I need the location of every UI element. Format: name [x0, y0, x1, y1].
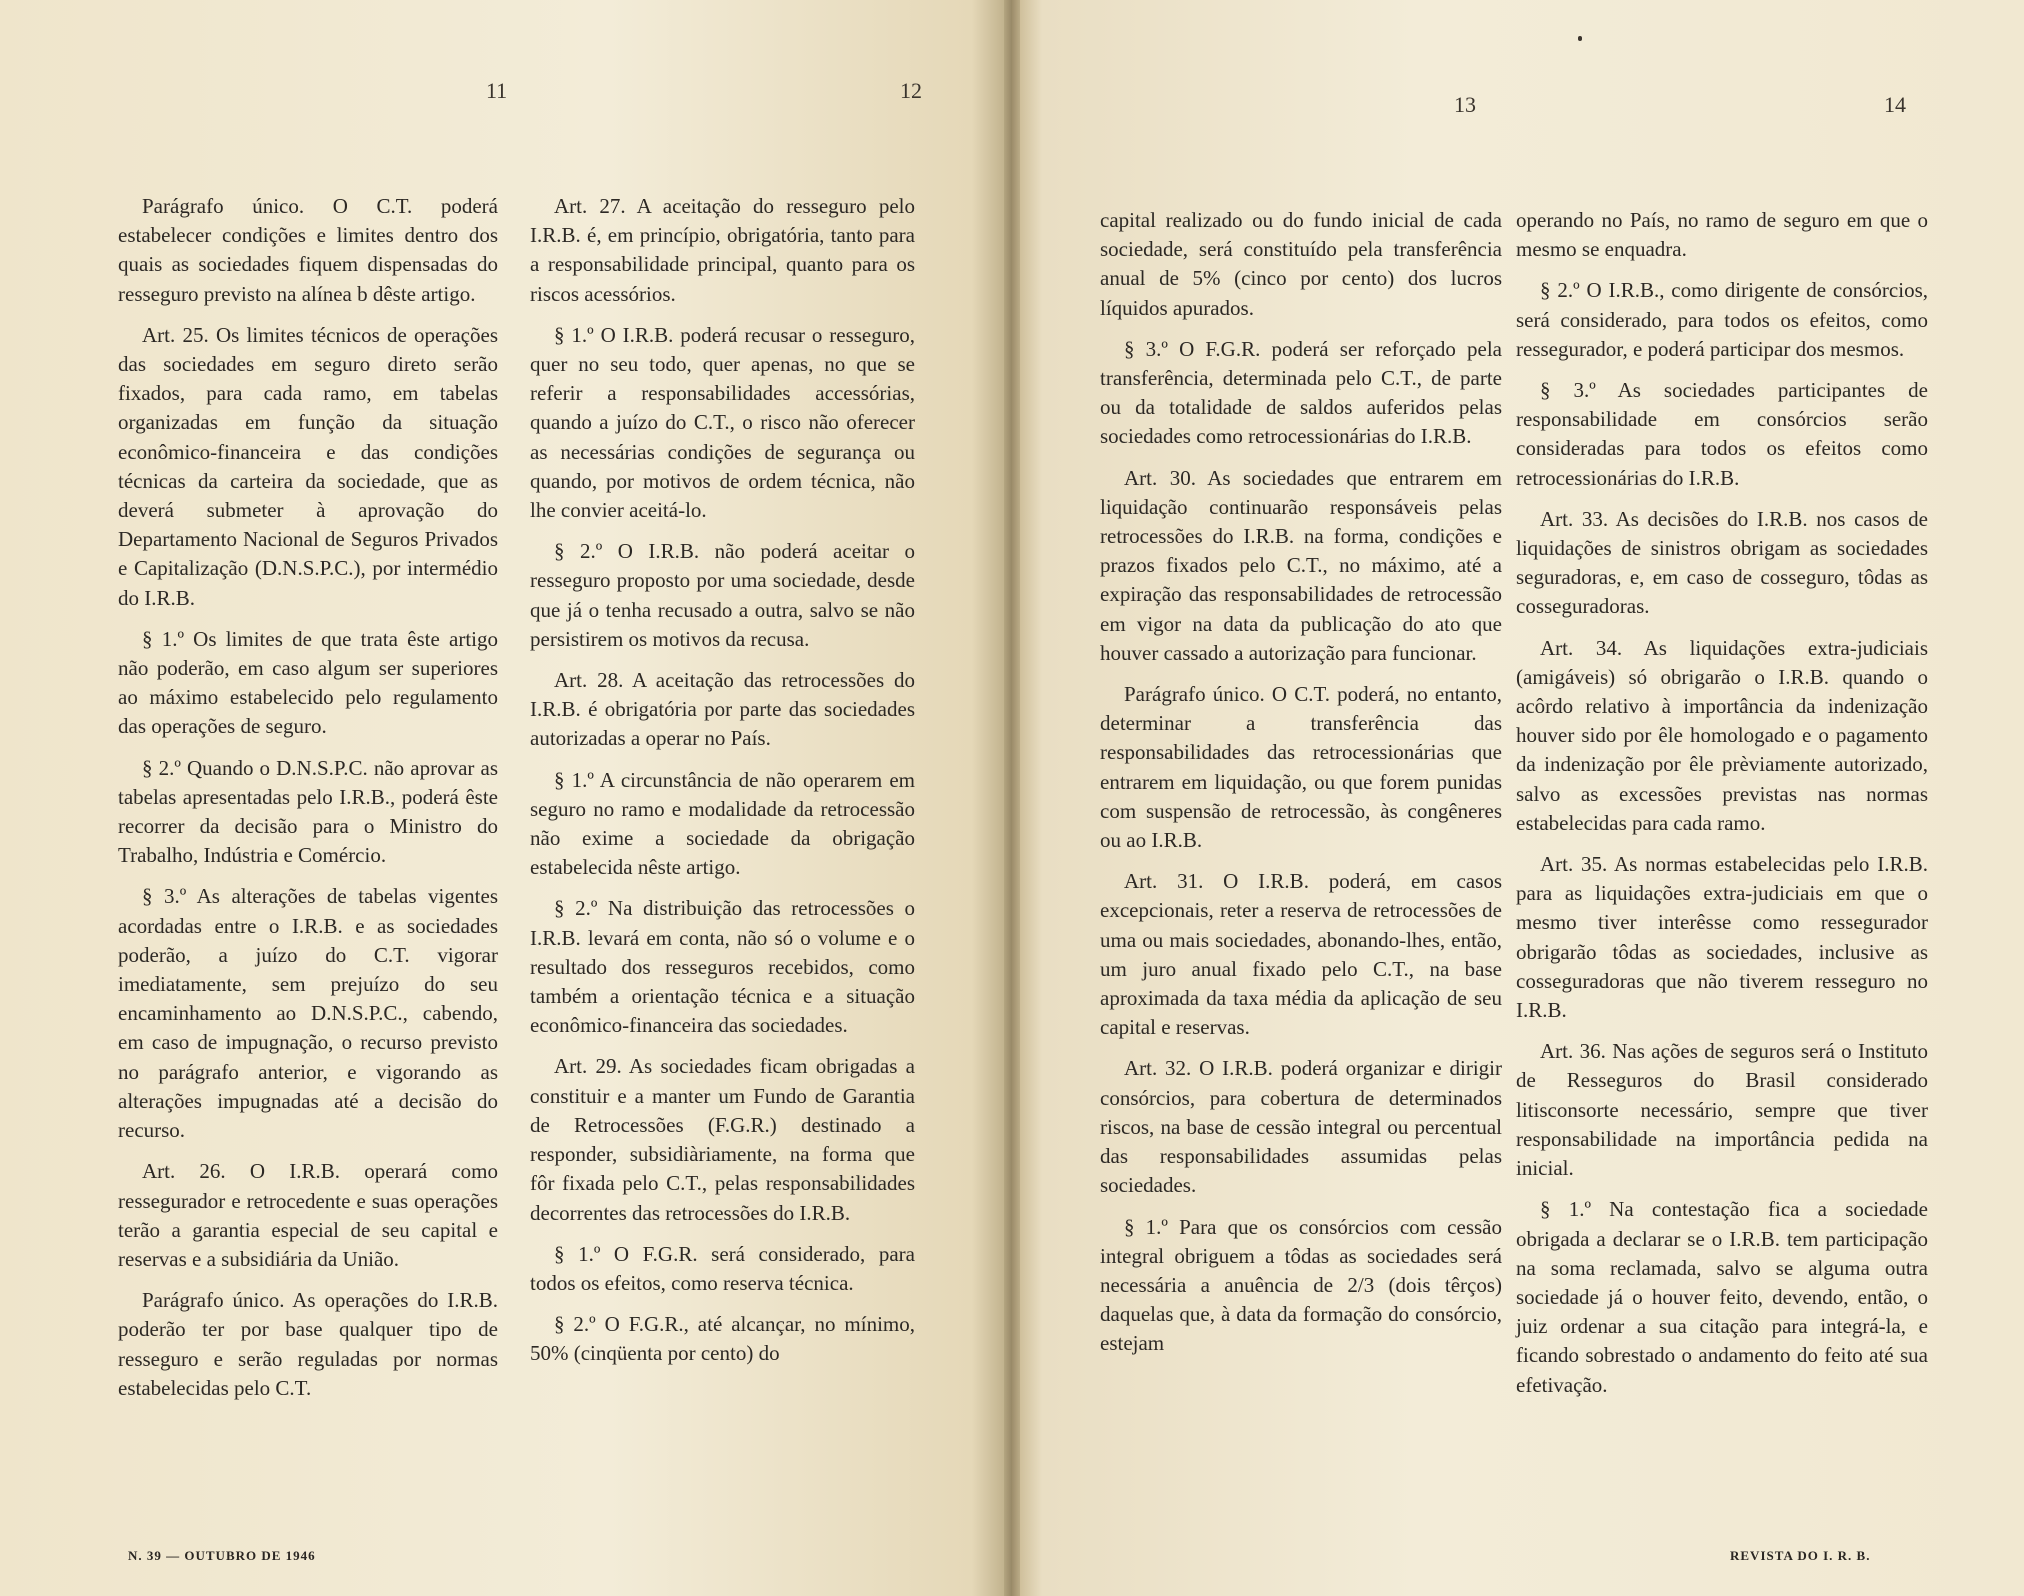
paragraph: § 1.º Os limites de que trata êste artigo não poderão, em caso algum ser superiores ao máximo estabelecido pelo regulamento das operações de seguro. [118, 626, 498, 739]
column-page-12 [530, 192, 915, 1381]
paragraph: operando no País, no ramo de seguro em que o mesmo se enquadra. [1516, 208, 1928, 262]
paragraph: Art. 30. As sociedades que entrarem em liquidação continuarão responsáveis pelas retrocessões do I.R.B. na forma, condições e prazos fixados pelo C.T., no máximo, até a expiração das responsabilidades de retrocessão em vigor na data da publicação do ato que houver cassado a autorização para funcionar. [1100, 465, 1502, 665]
paragraph: Art. 31. O I.R.B. poderá, em casos excepcionais, reter a reserva de retrocessões de uma ou mais sociedades, abonando-lhes, então, um juro anual fixado pelo C.T., na base aproximada da taxa média da aplicação de seu capital e reservas. [1100, 869, 1502, 1040]
paragraph: § 1.º O I.R.B. poderá recusar o resseguro, quer no seu todo, quer apenas, no que se referir a responsabilidades accessórias, quando a juízo do C.T., o risco não oferecer as necessárias condições de segurança ou quando, por motivos de ordem técnica, não lhe convier aceitá-lo. [530, 322, 915, 523]
paragraph: Art. 35. As normas estabelecidas pelo I.R.B. para as liquidações extra-judiciais em que o mesmo tiver interêsse como ressegurador obrigarão tôdas as sociedades, inclusive as cosseguradoras que não tiverem resseguro no I.R.B. [1516, 852, 1928, 1023]
paragraph: Art. 33. As decisões do I.R.B. nos casos de liquidações de sinistros obrigam as sociedades seguradoras, e, em caso de cosseguro, tôdas as cosseguradoras. [1516, 506, 1928, 619]
paragraph: Art. 27. A aceitação do resseguro pelo I.R.B. é, em princípio, obrigatória, tanto para a responsabilidade principal, quanto para os riscos acessórios. [530, 194, 915, 306]
right-page [1012, 0, 2024, 1596]
column-page-13 [1100, 206, 1502, 1371]
page-number-11: 11 [486, 78, 508, 103]
paragraph: Parágrafo único. O C.T. poderá estabelecer condições e limites dentro dos quais as sociedades fiquem dispensadas do resseguro previsto na alínea b dêste artigo. [118, 194, 498, 306]
paragraph: Art. 28. A aceitação das retrocessões do I.R.B. é obrigatória por parte das sociedades autorizadas a operar no País. [530, 668, 915, 751]
paragraph: Art. 25. Os limites técnicos de operações das sociedades em seguro direto serão fixados, para cada ramo, em tabelas organizadas em função da situação econômico-financeira e das condições técnicas da carteira da sociedade, que as deverá submeter à aprovação do Departamento Nacional de Seguros Privados e Capitalização (D.N.S.P.C.), por intermédio do I.R.B. [118, 322, 498, 610]
print-speck [1578, 36, 1582, 41]
paragraph: § 2.º O I.R.B. não poderá aceitar o resseguro proposto por uma sociedade, desde que já o tenha recusado a outra, salvo se não persistirem os motivos da recusa. [530, 539, 915, 651]
paragraph: § 1.º A circunstância de não operarem em seguro no ramo e modalidade da retrocessão não exime a sociedade da obrigação estabelecida nêste artigo. [530, 767, 915, 880]
column-page-11 [118, 192, 498, 1415]
paragraph: Parágrafo único. O C.T. poderá, no entanto, determinar a transferência das responsabilidades das retrocessionárias que entrarem em liquidação, ou que forem punidas com suspensão de retrocessão, às congêneres ou ao I.R.B. [1100, 682, 1502, 853]
page-number-12: 12 [900, 78, 922, 103]
footer-issue: N. 39 — OUTUBRO DE 1946 [128, 1548, 316, 1563]
paragraph: § 2.º O F.G.R., até alcançar, no mínimo, 50% (cinqüenta por cento) do [530, 1312, 915, 1366]
page-number-14: 14 [1884, 92, 1906, 117]
paragraph: § 1.º Para que os consórcios com cessão integral obriguem a tôdas as sociedades será necessária a anuência de 2/3 (dois têrços) daquelas que, à data da formação do consórcio, estejam [1100, 1214, 1502, 1356]
footer-journal: REVISTA DO I. R. B. [1730, 1548, 1871, 1563]
paragraph: capital realizado ou do fundo inicial de cada sociedade, será constituído pela transferência anual de 5% (cinco por cento) dos lucros líquidos apurados. [1100, 208, 1502, 320]
paragraph: Art. 36. Nas ações de seguros será o Instituto de Resseguros do Brasil considerado litisconsorte necessário, sempre que tiver responsabilidade na importância pedida na inicial. [1516, 1039, 1928, 1181]
page-number-13: 13 [1454, 92, 1476, 117]
paragraph: § 2.º O I.R.B., como dirigente de consórcios, será considerado, para todos os efeitos, como ressegurador, e poderá participar dos mesmos. [1516, 278, 1928, 361]
paragraph: § 3.º As alterações de tabelas vigentes acordadas entre o I.R.B. e as sociedades poderão, a juízo do C.T. vigorar imediatamente, sem prejuízo do seu encaminhamento ao D.N.S.P.C., cabendo, em caso de impugnação, o recurso previsto no parágrafo anterior, e vigorando as alterações impugnadas até a decisão do recurso. [118, 884, 498, 1143]
paragraph: § 1.º Na contestação fica a sociedade obrigada a declarar se o I.R.B. tem participação na soma reclamada, salvo se alguma outra sociedade já o houver feito, devendo, então, o juiz ordenar a sua citação para integrá-la, e ficando sobrestado o andamento do feito até sua efetivação. [1516, 1197, 1928, 1397]
paragraph: § 2.º Quando o D.N.S.P.C. não aprovar as tabelas apresentadas pelo I.R.B., poderá êste recorrer da decisão para o Ministro do Trabalho, Indústria e Comércio. [118, 755, 498, 868]
paragraph: Art. 29. As sociedades ficam obrigadas a constituir e a manter um Fundo de Garantia de Retrocessões (F.G.R.) destinado a responder, subsidiàriamente, na forma que fôr fixada pelo C.T., pelas responsabilidades decorrentes das retrocessões do I.R.B. [530, 1054, 915, 1225]
paragraph: § 3.º As sociedades participantes de responsabilidade em consórcios serão consideradas para todos os efeitos como retrocessionárias do I.R.B. [1516, 378, 1928, 490]
paragraph: § 3.º O F.G.R. poderá ser reforçado pela transferência, determinada pelo C.T., de parte ou da totalidade de saldos auferidos pelas sociedades como retrocessionárias do I.R.B. [1100, 336, 1502, 449]
column-page-14 [1516, 206, 1928, 1412]
paragraph: Parágrafo único. As operações do I.R.B. poderão ter por base qualquer tipo de resseguro e serão reguladas por normas estabelecidas pelo C.T. [118, 1288, 498, 1400]
book-gutter [1004, 0, 1020, 1596]
paragraph: § 1.º O F.G.R. será considerado, para todos os efeitos, como reserva técnica. [530, 1241, 915, 1295]
paragraph: Art. 34. As liquidações extra-judiciais (amigáveis) só obrigarão o I.R.B. quando o acôrdo relativo à importância da indenização houver sido por êle homologado e o pagamento da indenização por êle prèviamente autorizado, salvo as excessões previstas nas normas estabelecidas para cada ramo. [1516, 635, 1928, 835]
paragraph: § 2.º Na distribuição das retrocessões o I.R.B. levará em conta, não só o volume e o resultado dos resseguros recebidos, como também a orientação técnica e a situação econômico-financeira das sociedades. [530, 896, 915, 1038]
paragraph: Art. 32. O I.R.B. poderá organizar e dirigir consórcios, para cobertura de determinados riscos, na base de cessão integral ou percentual das responsabilidades assumidas pelas sociedades. [1100, 1056, 1502, 1198]
paragraph: Art. 26. O I.R.B. operará como ressegurador e retrocedente e suas operações terão a garantia especial de seu capital e reservas e a subsidiária da União. [118, 1159, 498, 1271]
